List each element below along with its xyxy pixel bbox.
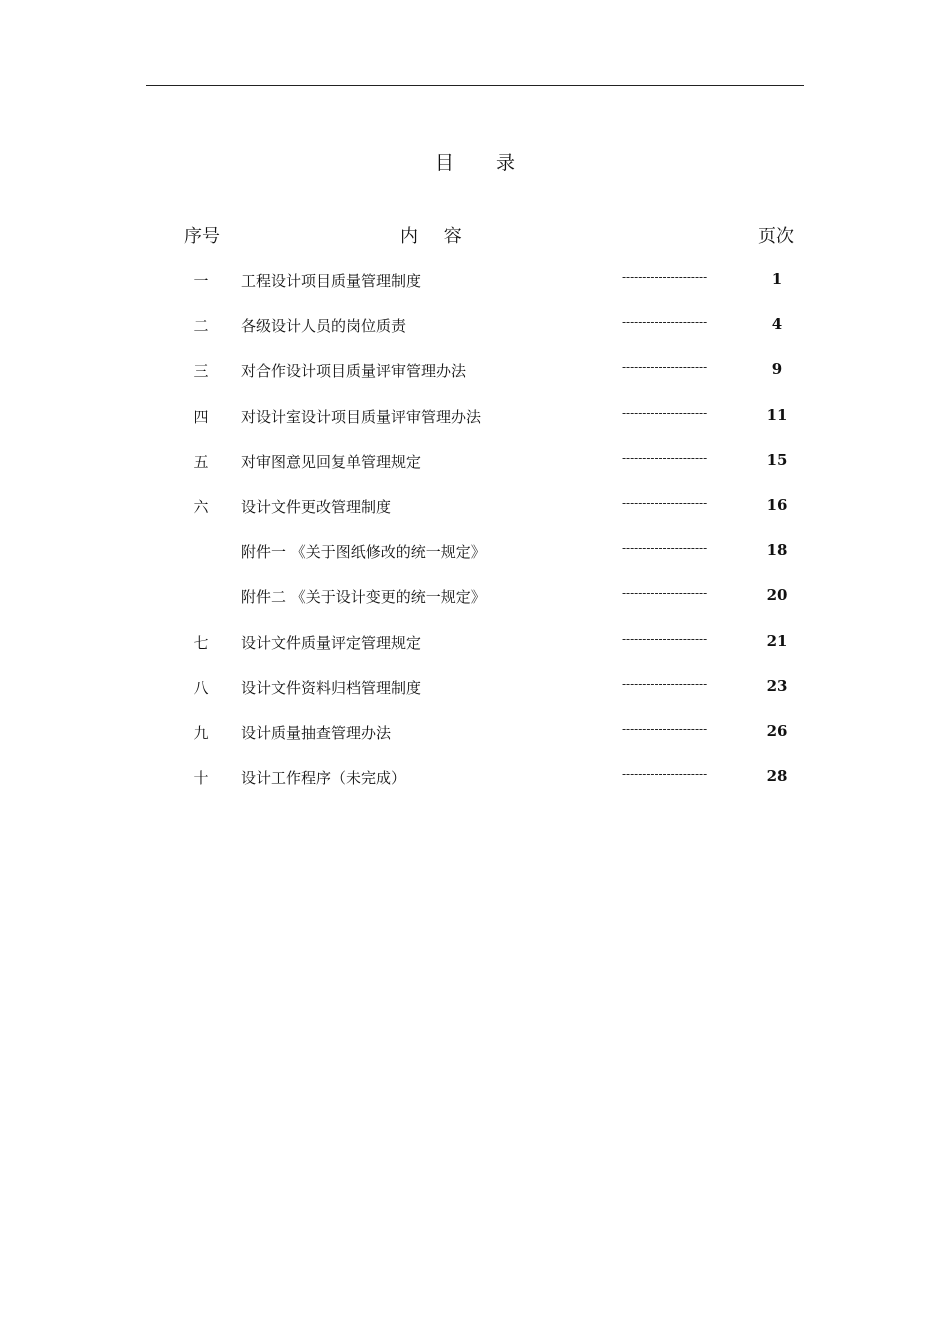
- toc-seq: 四: [193, 407, 209, 426]
- toc-row: [0, 348, 950, 393]
- toc-page-number: 1: [771, 270, 783, 288]
- toc-row: [0, 620, 950, 665]
- toc-page-number: 9: [771, 360, 783, 379]
- toc-row: [0, 755, 950, 800]
- toc-title-entry: 设计文件质量评定管理规定: [241, 633, 422, 652]
- toc-leader: ---------------------: [622, 360, 708, 375]
- toc-leader: ---------------------: [622, 450, 708, 465]
- toc-page-number: 26: [766, 721, 788, 740]
- toc-page-number: 11: [766, 405, 788, 424]
- header-rule: [146, 85, 804, 86]
- toc-seq: 二: [193, 317, 209, 336]
- toc-leader: ---------------------: [622, 586, 708, 601]
- toc-leader: ---------------------: [622, 315, 708, 330]
- toc-title-entry: 各级设计人员的岗位质责: [241, 317, 407, 336]
- toc-title-entry: 设计质量抽查管理办法: [241, 723, 392, 742]
- toc-row: [0, 484, 950, 529]
- toc-title-entry: 对合作设计项目质量评审管理办法: [241, 362, 467, 381]
- toc-seq: 八: [193, 678, 209, 697]
- toc-page-number: 23: [766, 676, 788, 695]
- toc-leader: ---------------------: [622, 767, 708, 782]
- toc-title-entry: 对审图意见回复单管理规定: [241, 452, 422, 471]
- toc-row: [0, 665, 950, 710]
- toc-title-entry: 附件一 《关于图纸修改的统一规定》: [241, 543, 486, 562]
- toc-page-number: 21: [766, 631, 788, 650]
- toc-page-number: 28: [766, 767, 788, 786]
- toc-row: [0, 394, 950, 439]
- toc-row: [0, 303, 950, 348]
- toc-title-entry: 设计文件更改管理制度: [241, 497, 392, 516]
- column-header-content: 内 容: [400, 226, 472, 247]
- toc-title-entry: 设计工作程序（未完成）: [241, 769, 407, 788]
- toc-seq: 三: [193, 362, 209, 381]
- toc-row: [0, 439, 950, 484]
- toc-seq: 六: [193, 497, 209, 516]
- toc-row: [0, 710, 950, 755]
- toc-row: [0, 529, 950, 574]
- toc-title-entry: 设计文件资料归档管理制度: [241, 678, 422, 697]
- toc-leader: ---------------------: [622, 270, 708, 284]
- column-header-page: 页次: [758, 226, 794, 247]
- column-header-seq: 序号: [184, 226, 220, 247]
- toc-title: 目 录: [434, 152, 534, 174]
- toc-seq: 五: [193, 452, 209, 471]
- toc-leader: ---------------------: [622, 631, 708, 646]
- toc-row: [0, 574, 950, 619]
- toc-title-entry: 附件二 《关于设计变更的统一规定》: [241, 588, 486, 607]
- toc-entries: [0, 258, 950, 800]
- toc-page-number: 20: [766, 586, 788, 605]
- toc-title-entry: 工程设计项目质量管理制度: [241, 272, 422, 290]
- toc-page-number: 18: [766, 541, 788, 560]
- toc-seq: 九: [193, 723, 209, 742]
- toc-seq: 十: [193, 769, 209, 788]
- toc-page-number: 16: [766, 495, 788, 514]
- toc-leader: ---------------------: [622, 405, 708, 420]
- toc-title-entry: 对设计室设计项目质量评审管理办法: [241, 407, 482, 426]
- toc-page-number: 15: [766, 450, 788, 469]
- toc-leader: ---------------------: [622, 676, 708, 691]
- toc-leader: ---------------------: [622, 495, 708, 510]
- toc-row: [0, 258, 950, 303]
- toc-page-number: 4: [771, 315, 783, 334]
- toc-leader: ---------------------: [622, 721, 708, 736]
- toc-leader: ---------------------: [622, 541, 708, 556]
- toc-seq: 一: [193, 272, 209, 290]
- toc-seq: 七: [193, 633, 209, 652]
